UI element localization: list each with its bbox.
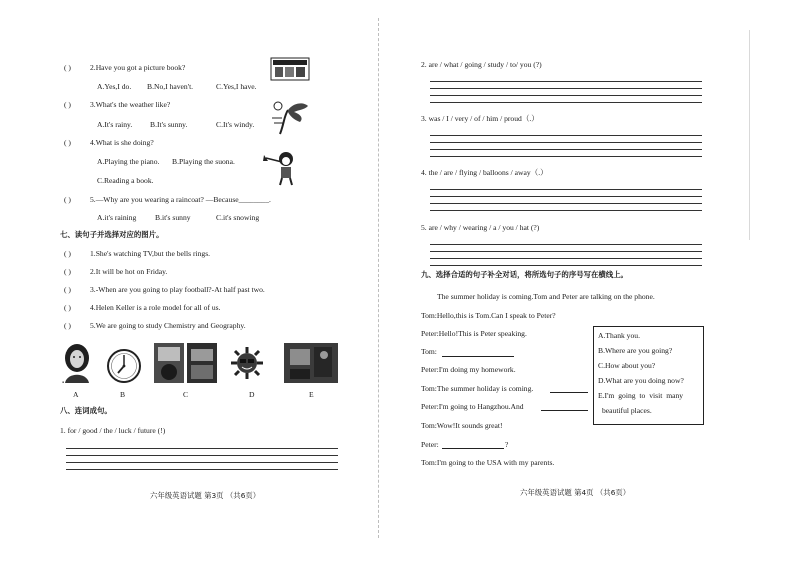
answer-paren[interactable]: ( ) bbox=[64, 249, 71, 258]
answer-line[interactable] bbox=[430, 196, 702, 197]
picture-label-d: D bbox=[249, 390, 255, 399]
sun-icon bbox=[230, 346, 264, 380]
answer-paren[interactable]: ( ) bbox=[64, 285, 71, 294]
dialogue-line: Peter:I'm going to Hangzhou.And bbox=[421, 402, 524, 411]
question-stem: 2.Have you got a picture book? bbox=[90, 63, 186, 72]
option-a: A.Playing the piano. bbox=[97, 157, 160, 166]
answer-line[interactable] bbox=[430, 135, 702, 136]
answer-blank[interactable] bbox=[442, 448, 504, 449]
answer-line[interactable] bbox=[430, 88, 702, 89]
dialogue-line: Tom:The summer holiday is coming. bbox=[421, 384, 534, 393]
sentence-item: 4.Helen Keller is a role model for all of us. bbox=[90, 303, 221, 312]
dialogue-line: Tom:I'm going to the USA with my parents. bbox=[421, 458, 555, 467]
answer-blank[interactable] bbox=[541, 410, 588, 411]
picture-label-e: E bbox=[309, 390, 314, 399]
study-subjects-icon bbox=[154, 343, 217, 383]
option-a: A.Thank you. bbox=[598, 331, 640, 340]
option-d: D.What are you doing now? bbox=[598, 376, 684, 385]
picture-book-icon bbox=[270, 56, 310, 82]
page-footer: 六年级英语试题 第3页 （共6页） bbox=[150, 491, 261, 500]
word-order-question: 5. are / why / wearing / a / you / hat (?) bbox=[421, 223, 540, 232]
dialogue-line: Peter:Hello!This is Peter speaking. bbox=[421, 329, 527, 338]
answer-line[interactable] bbox=[66, 448, 338, 449]
section-title: 八、连词成句。 bbox=[60, 406, 112, 415]
answer-line[interactable] bbox=[430, 142, 702, 143]
watching-tv-icon bbox=[284, 343, 338, 383]
section-title: 九、选择合适的句子补全对话，将所选句子的序号写在横线上。 bbox=[421, 270, 628, 279]
option-c: C.It's windy. bbox=[216, 120, 255, 129]
question-stem: 3.What's the weather like? bbox=[90, 100, 171, 109]
option-e-cont: beautiful places. bbox=[602, 406, 652, 415]
answer-paren[interactable]: ( ) bbox=[64, 63, 71, 72]
helen-keller-portrait-icon bbox=[62, 342, 92, 384]
answer-line[interactable] bbox=[430, 95, 702, 96]
girl-playing-suona-icon bbox=[262, 150, 298, 186]
answer-paren[interactable]: ( ) bbox=[64, 195, 71, 204]
option-a: A.it's raining bbox=[97, 213, 137, 222]
answer-line[interactable] bbox=[430, 265, 702, 266]
word-order-question: 4. the / are / flying / balloons / away（.） bbox=[421, 168, 548, 177]
answer-line[interactable] bbox=[66, 469, 338, 470]
option-b: B.It's sunny. bbox=[150, 120, 188, 129]
word-order-question: 2. are / what / going / study / to/ you (?) bbox=[421, 60, 542, 69]
option-a: A.Yes,I do. bbox=[97, 82, 132, 91]
page-edge bbox=[749, 30, 750, 240]
answer-paren[interactable]: ( ) bbox=[64, 267, 71, 276]
picture-label-b: B bbox=[120, 390, 126, 399]
dialogue-line: Peter: bbox=[421, 440, 439, 449]
answer-line[interactable] bbox=[430, 258, 702, 259]
question-stem: 5.—Why are you wearing a raincoat? —Because________. bbox=[90, 195, 271, 204]
picture-label-a: A bbox=[73, 390, 79, 399]
dialogue-line: Peter:I'm doing my homework. bbox=[421, 365, 516, 374]
answer-line[interactable] bbox=[430, 149, 702, 150]
answer-line[interactable] bbox=[430, 251, 702, 252]
sentence-item: 1.She's watching TV,but the bells rings. bbox=[90, 249, 211, 258]
dialogue-line: Tom: bbox=[421, 347, 437, 356]
answer-line[interactable] bbox=[430, 244, 702, 245]
picture-caption-mark: ▪ bbox=[62, 380, 65, 386]
option-b: B.No,I haven't. bbox=[147, 82, 194, 91]
option-c: C.Yes,I have. bbox=[216, 82, 257, 91]
answer-line[interactable] bbox=[66, 455, 338, 456]
dialogue-line: Tom:Hello,this is Tom.Can I speak to Peter? bbox=[421, 311, 556, 320]
answer-paren[interactable]: ( ) bbox=[64, 100, 71, 109]
picture-label-c: C bbox=[183, 390, 189, 399]
answer-line[interactable] bbox=[430, 189, 702, 190]
clock-icon bbox=[106, 348, 142, 384]
answer-line[interactable] bbox=[430, 81, 702, 82]
option-c: C.it's snowing bbox=[216, 213, 260, 222]
answer-line[interactable] bbox=[430, 102, 702, 103]
answer-paren[interactable]: ( ) bbox=[64, 138, 71, 147]
page-footer: 六年级英语试题 第4页 （共6页） bbox=[520, 488, 631, 497]
answer-blank[interactable] bbox=[442, 356, 514, 357]
fold-line bbox=[378, 18, 379, 538]
sentence-item: 2.It will be hot on Friday. bbox=[90, 267, 168, 276]
answer-line[interactable] bbox=[430, 203, 702, 204]
option-b: B.Playing the suona. bbox=[172, 157, 235, 166]
section-title: 七、读句子并选择对应的图片。 bbox=[60, 230, 164, 239]
dialogue-intro: The summer holiday is coming.Tom and Peter are talking on the phone. bbox=[437, 292, 655, 301]
sentence-item: 3.-When are you going to play football?-At half past two. bbox=[90, 285, 265, 294]
answer-line[interactable] bbox=[66, 462, 338, 463]
option-b: B.it's sunny bbox=[155, 213, 191, 222]
answer-line[interactable] bbox=[430, 210, 702, 211]
windy-tree-icon bbox=[270, 96, 312, 136]
answer-paren[interactable]: ( ) bbox=[64, 321, 71, 330]
sentence-item: 5.We are going to study Chemistry and Geography. bbox=[90, 321, 246, 330]
answer-blank[interactable] bbox=[550, 392, 588, 393]
answer-paren[interactable]: ( ) bbox=[64, 303, 71, 312]
option-b: B.Where are you going? bbox=[598, 346, 673, 355]
word-order-question: 3. was / I / very / of / him / proud（.） bbox=[421, 114, 539, 123]
word-order-question: 1. for / good / the / luck / future (!) bbox=[60, 426, 166, 435]
dialogue-line: Tom:Wow!It sounds great! bbox=[421, 421, 503, 430]
option-c: C.How about you? bbox=[598, 361, 656, 370]
answer-line[interactable] bbox=[430, 156, 702, 157]
option-c: C.Reading a book. bbox=[97, 176, 154, 185]
option-e: E.I'm going to visit many bbox=[598, 391, 684, 400]
option-a: A.It's rainy. bbox=[97, 120, 133, 129]
question-stem: 4.What is she doing? bbox=[90, 138, 154, 147]
question-mark: ? bbox=[505, 440, 509, 449]
